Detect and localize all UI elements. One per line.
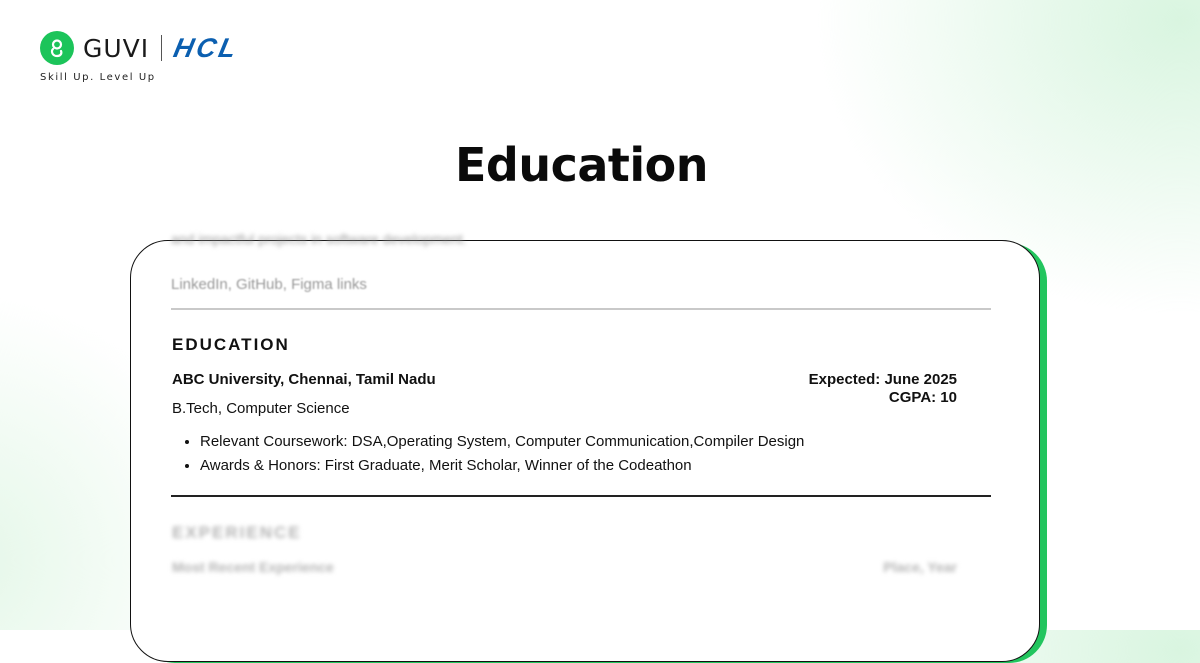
guvi-glyph-icon <box>46 37 68 59</box>
experience-place-year: Place, Year <box>883 559 957 575</box>
cgpa: CGPA: 10 <box>888 389 957 406</box>
expected-date: Expected: June 2025 <box>808 371 957 388</box>
brand-tagline: Skill Up. Level Up <box>40 72 156 83</box>
degree: B.Tech, Computer Science <box>172 400 350 417</box>
list-item: • Awards & Honors: First Graduate, Merit Scholar, Winner of the Codeathon <box>200 454 804 478</box>
divider-dark <box>171 495 991 497</box>
education-bullets <box>172 430 804 478</box>
guvi-wordmark: GUVI <box>83 33 150 63</box>
divider-grey <box>171 308 991 310</box>
brand-row <box>40 30 242 66</box>
university-name: ABC University, Chennai, Tamil Nadu <box>172 371 436 388</box>
page-title: Education <box>454 138 708 192</box>
summary-fragment: and impactful projects in software development. <box>171 231 467 247</box>
education-heading: EDUCATION <box>172 335 290 354</box>
experience-heading: EXPERIENCE <box>172 523 302 542</box>
profile-links: LinkedIn, GitHub, Figma links <box>171 276 367 293</box>
guvi-logo-icon <box>40 31 74 65</box>
resume-card <box>130 231 1040 662</box>
experience-role: Most Recent Experience <box>172 559 334 575</box>
hcl-wordmark: HCL <box>171 32 242 63</box>
brand-lockup <box>40 30 242 83</box>
education-meta <box>809 371 957 407</box>
list-item: • Relevant Coursework: DSA,Operating System, Computer Communication,Compiler Design <box>200 430 804 454</box>
brand-divider <box>161 35 162 61</box>
